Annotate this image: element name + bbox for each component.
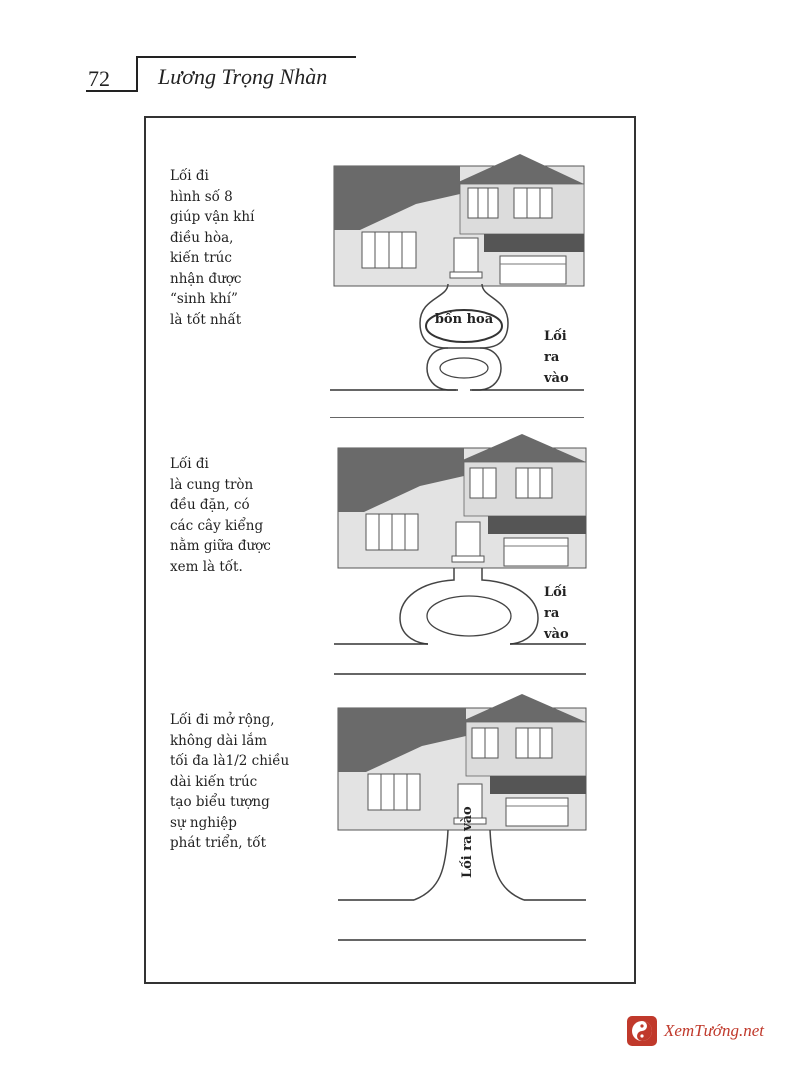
- driveway-label-line: ra: [544, 606, 560, 621]
- driveway-label-line: ra: [544, 350, 560, 365]
- caption-panel-3: [170, 710, 320, 854]
- watermark: [626, 1014, 764, 1048]
- caption-line: là cung tròn: [170, 476, 254, 493]
- driveway-label-line: vào: [544, 371, 569, 386]
- scene-widened: [330, 690, 592, 950]
- header-rule: [86, 90, 136, 92]
- caption-line: dài kiến trúc: [170, 773, 258, 790]
- caption-line: “sinh khí”: [170, 291, 238, 307]
- caption-line: phát triển, tốt: [170, 835, 266, 851]
- caption-line: không dài lắm: [170, 732, 268, 749]
- caption-panel-1: [170, 166, 320, 330]
- caption-line: kiến trúc: [170, 250, 232, 266]
- watermark-text: XemTướng.net: [664, 1021, 765, 1040]
- caption-line: hình số 8: [170, 188, 233, 205]
- caption-line: tạo biểu tượng: [170, 794, 270, 810]
- driveway-label-line: Lối: [544, 329, 567, 344]
- caption-line: các cây kiểng: [170, 517, 264, 534]
- driveway-label: [544, 326, 569, 389]
- caption-line: Lối đi mở rộng,: [170, 712, 275, 728]
- caption-line: nằm giữa được: [170, 538, 271, 554]
- caption-line: Lối đi: [170, 456, 209, 472]
- caption-line: giúp vận khí: [170, 209, 255, 225]
- caption-line: tối đa là1/2 chiều: [170, 753, 290, 769]
- driveway-label-line: Lối: [544, 585, 567, 600]
- caption-line: là tốt nhất: [170, 311, 242, 328]
- caption-line: Lối đi: [170, 168, 209, 184]
- caption-line: sự nghiệp: [170, 814, 237, 831]
- caption-line: xem là tốt.: [170, 558, 243, 575]
- caption-line: đều đặn, có: [170, 497, 250, 513]
- yin-yang-icon: [626, 1015, 658, 1047]
- page-number: 72: [88, 66, 110, 91]
- driveway-label-vertical: Lối ra vào: [460, 806, 475, 878]
- scene-figure-eight: [330, 148, 592, 418]
- caption-panel-2: [170, 454, 320, 577]
- scene-circular: [330, 430, 592, 680]
- caption-line: điều hòa,: [170, 229, 234, 246]
- flowerbed-label: bồn hoa: [434, 312, 494, 327]
- driveway-label-line: vào: [544, 627, 569, 642]
- running-head-author: Lương Trọng Nhàn: [158, 64, 328, 89]
- caption-line: nhận được: [170, 270, 242, 287]
- driveway-label: [544, 582, 569, 645]
